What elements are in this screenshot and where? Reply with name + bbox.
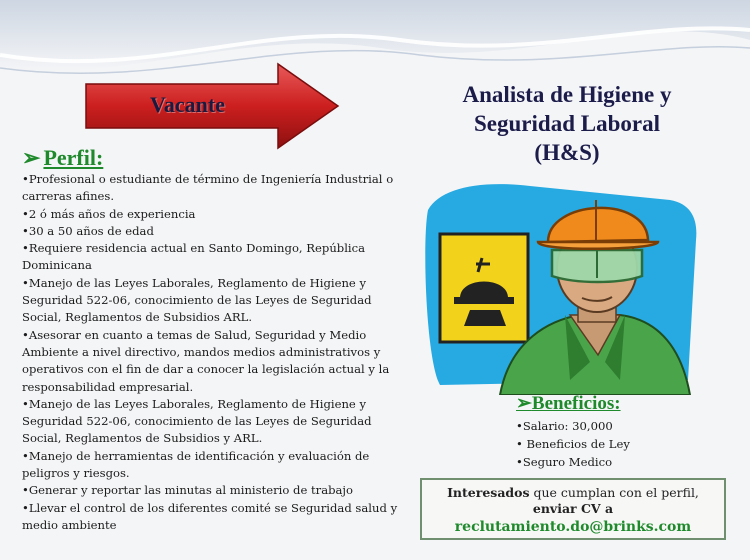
chevron-right-icon: ➢ bbox=[22, 145, 41, 170]
hard-hat-sign-icon bbox=[440, 234, 528, 342]
job-title bbox=[432, 80, 702, 167]
vacante-label: Vacante bbox=[150, 92, 225, 117]
job-title-line-3: (H&S) bbox=[534, 140, 600, 165]
job-title-line-1: Analista de Higiene y bbox=[462, 82, 672, 107]
job-title-line-2: Seguridad Laboral bbox=[474, 111, 660, 136]
chevron-right-icon: ➢ bbox=[516, 393, 532, 414]
contact-box bbox=[420, 478, 726, 540]
perfil-heading bbox=[22, 145, 103, 171]
safety-worker-illustration bbox=[420, 180, 700, 395]
list-item: • Seguro Medico bbox=[516, 453, 630, 471]
contact-email-link[interactable]: reclutamiento.do@brinks.com bbox=[454, 519, 692, 535]
contact-line-1 bbox=[422, 484, 724, 501]
list-item: • 30 a 50 años de edad bbox=[22, 223, 400, 240]
list-item: • Beneficios de Ley bbox=[516, 435, 630, 453]
perfil-heading-text: Perfil: bbox=[43, 145, 104, 170]
contact-line-2: enviar CV a bbox=[532, 501, 614, 516]
beneficios-heading bbox=[516, 392, 621, 415]
list-item: • Asesorar en cuanto a temas de Salud, Seguridad y Medio Ambiente a nivel directivo, mandos medios administrativos y operativos con el fin de dar a conocer la legislación actual y la responsabilidad empresarial. bbox=[22, 327, 400, 396]
list-item: • Llevar el control de los diferentes comité se Seguridad salud y medio ambiente bbox=[22, 500, 400, 535]
list-item: • Profesional o estudiante de término de Ingeniería Industrial o carreras afines. bbox=[22, 171, 400, 206]
list-item: • Requiere residencia actual en Santo Domingo, República Dominicana bbox=[22, 240, 400, 275]
list-item: • Generar y reportar las minutas al ministerio de trabajo bbox=[22, 482, 400, 499]
perfil-list bbox=[22, 171, 400, 534]
list-item: • Manejo de las Leyes Laborales, Reglamento de Higiene y Seguridad 522-06, conocimiento de las Leyes de Seguridad Social, Reglamentos de Subsidios y ARL. bbox=[22, 396, 400, 448]
beneficios-heading-text: Beneficios: bbox=[531, 393, 621, 414]
contact-line-1-rest: que cumplan con el perfil, bbox=[529, 485, 699, 500]
list-item: • 2 ó más años de experiencia bbox=[22, 206, 400, 223]
list-item: • Manejo de herramientas de identificación y evaluación de peligros y riesgos. bbox=[22, 448, 400, 483]
beneficios-list bbox=[516, 417, 630, 471]
list-item: • Manejo de las Leyes Laborales, Reglamento de Higiene y Seguridad 522-06, conocimiento de las Leyes de Seguridad Social, Reglamentos de Subsidios ARL. bbox=[22, 275, 400, 327]
list-item: • Salario: 30,000 bbox=[516, 417, 630, 435]
contact-interesados: Interesados bbox=[447, 485, 530, 500]
